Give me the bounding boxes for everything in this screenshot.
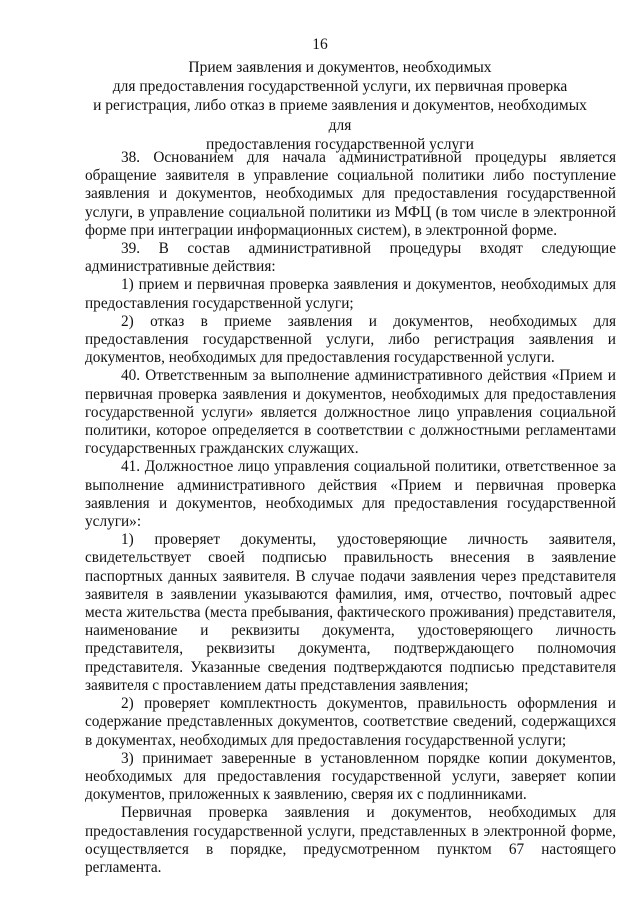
list-item-39-1: 1) прием и первичная проверка заявления и документов, необходимых для предоставления государственной услуги; [85, 276, 616, 312]
paragraph-38: 38. Основанием для начала административной процедуры является обращение заявителя в управление социальной политики либо поступление заявления и документов, необходимых для предоставления государственной услуги, в управление социальной политики из МФЦ (в том числе в электронной форме при интеграции информационных систем), в электронной форме. [85, 149, 616, 239]
document-body [85, 149, 616, 877]
paragraph-41: 41. Должностное лицо управления социальной политики, ответственное за выполнение административного действия «Прием и первичная проверка заявления и документов, необходимых для предоставления государственной услуги»: [85, 458, 616, 531]
page-number: 16 [312, 36, 328, 53]
heading-line: для предоставления государственной услуги, их первичная проверка [112, 78, 568, 96]
paragraph-39: 39. В состав административной процедуры входят следующие административные действия: [85, 240, 616, 276]
list-item-39-2: 2) отказ в приеме заявления и документов, необходимых для предоставления государственной услуги, либо регистрация заявления и документов, необходимых для предоставления государственной услуги. [85, 312, 616, 367]
heading-line: и регистрация, либо отказ в приеме заявления и документов, необходимых для [93, 97, 587, 134]
paragraph-40: 40. Ответственным за выполнение административного действия «Прием и первичная проверка заявления и документов, необходимых для предоставления государственной услуги» является должностное лицо управления социальной политики, которое определяется в соответствии с должностными регламентами государственных гражданских служащих. [85, 367, 616, 458]
paragraph-electronic-check: Первичная проверка заявления и документов, необходимых для предоставления государственной услуги, представленных в электронной форме, осуществляется в порядке, предусмотренном пунктом 67 настоящего регламента. [85, 804, 616, 876]
list-item-41-1: 1) проверяет документы, удостоверяющие личность заявителя, свидетельствует своей подписью правильность внесения в заявление паспортных данных заявителя. В случае подачи заявления через представителя заявителя в заявлении указываются фамилия, имя, отчество, почтовый адрес места жительства (места пребывания, фактического проживания) представителя, наименование и реквизиты документа, удостоверяющего личность представителя, реквизиты документа, подтверждающего полномочия представителя. Указанные сведения подтверждаются подписью представителя заявителя с проставлением даты представления заявления; [85, 531, 616, 694]
list-item-41-2: 2) проверяет комплектность документов, правильность оформления и содержание представленных документов, соответствие сведений, содержащихся в документах, необходимых для предоставления государственной услуги; [85, 695, 616, 749]
heading-line: предоставления государственной услуги [206, 135, 474, 153]
list-item-41-3: 3) принимает заверенные в установленном порядке копии документов, необходимых для предоставления государственной услуги, заверяет копии документов, приложенных к заявлению, сверяя их с подлинниками. [85, 749, 616, 804]
heading-line: Прием заявления и документов, необходимых [188, 59, 492, 76]
section-heading [80, 58, 600, 154]
